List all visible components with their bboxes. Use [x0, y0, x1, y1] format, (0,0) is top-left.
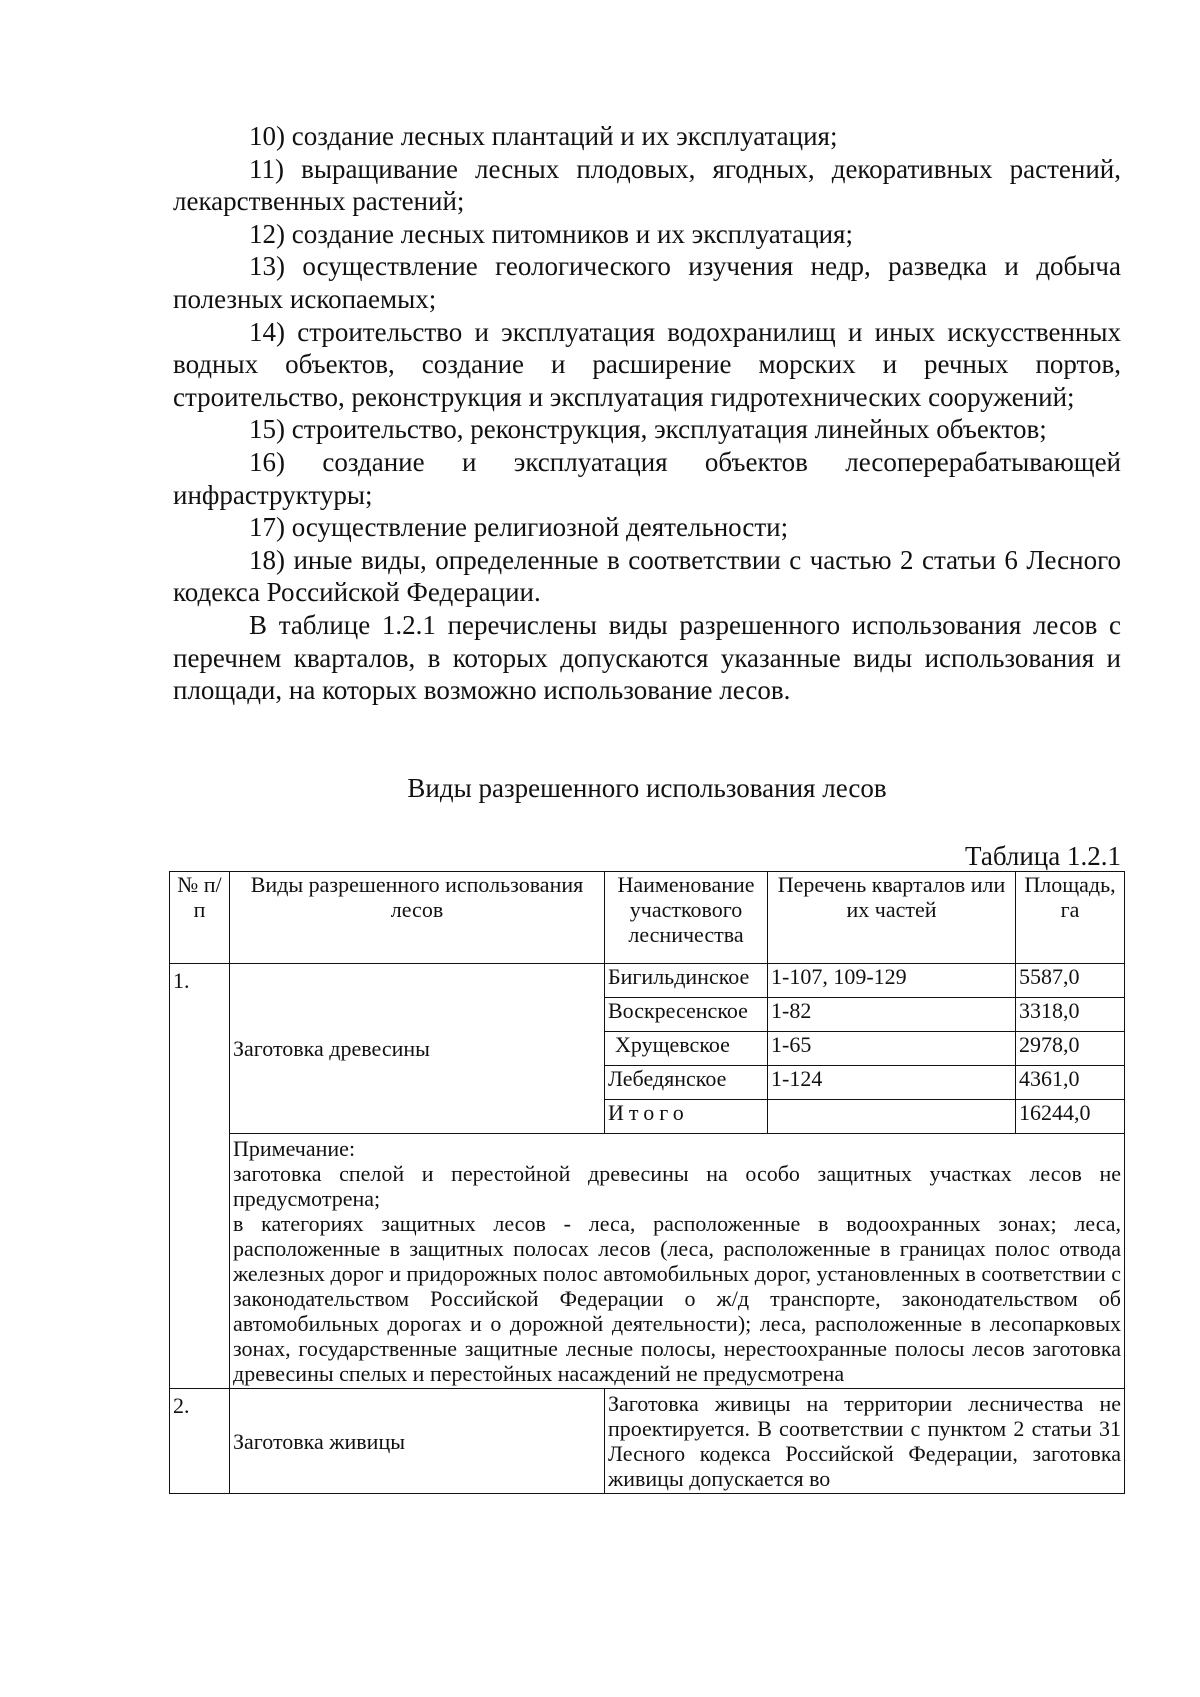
header-forestry: Наименование участкового лесничества: [605, 872, 768, 964]
table-label: Таблица 1.2.1: [965, 841, 1121, 871]
forestry-cell: Бигильдинское: [605, 964, 768, 998]
row2-description: Заготовка живицы на территории лесничества не проектируется. В соответствии с пунктом 2 статьи 31 Лесного кодекса Российской Федерации, заготовка живицы допускается во: [605, 1389, 1125, 1494]
table-row: [170, 1389, 1125, 1494]
paragraph-item-13: 13) осуществление геологического изучения недр, разведка и добыча полезных ископаемых;: [173, 251, 1121, 314]
table-title: Виды разрешенного использования лесов: [407, 773, 887, 803]
quarters-cell: 1-82: [768, 998, 1016, 1032]
header-quarters: Перечень кварталов или их частей: [768, 872, 1016, 964]
paragraph-item-17: 17) осуществление религиозной деятельности;: [249, 512, 789, 543]
total-quarters-empty: [768, 1100, 1016, 1134]
total-label: Итого: [605, 1100, 768, 1134]
forestry-cell: Хрущевское: [605, 1032, 768, 1066]
paragraph-item-15: 15) строительство, реконструкция, эксплуатация линейных объектов;: [249, 414, 1047, 445]
header-num: № п/п: [170, 872, 230, 964]
note-text-2: в категориях защитных лесов - леса, расположенные в водоохранных зонах; леса, расположенные в защитных полосах лесов (леса, расположенные в границах полос отвода железных дорог и придорожных полос автомобильных дорог, установленных в соответствии с законодательством Российской Федерации о ж/д транспорте, законодательством об автомобильных дорогах и о дорожной деятельности); леса, расположенные в лесопарковых зонах, государственные защитные лесные полосы, нерестоохранные полосы лесов заготовка древесины спелых и перестойных насаждений не предусмотрена: [233, 1211, 1121, 1386]
body-text: [173, 120, 1121, 707]
row-num: 2.: [170, 1389, 230, 1494]
area-cell: 2978,0: [1016, 1032, 1125, 1066]
header-area: Площадь, га: [1016, 872, 1125, 964]
note-cell: [230, 1134, 1125, 1389]
paragraph-item-12: 12) создание лесных питомников и их эксплуатация;: [249, 218, 853, 249]
forest-use-table: [169, 871, 1125, 1494]
paragraph-item-16: 16) создание и эксплуатация объектов лесоперерабатывающей инфраструктуры;: [173, 446, 1121, 510]
header-kind: Виды разрешенного использования лесов: [230, 872, 605, 964]
area-cell: 4361,0: [1016, 1066, 1125, 1100]
paragraph-item-11: 11) выращивание лесных плодовых, ягодных, декоративных растений, лекарственных растений;: [173, 153, 1121, 217]
area-cell: 3318,0: [1016, 998, 1125, 1032]
forestry-cell: Воскресенское: [605, 998, 768, 1032]
row-num: 1.: [170, 964, 230, 1389]
area-cell: 5587,0: [1016, 964, 1125, 998]
row-kind: Заготовка древесины: [230, 964, 605, 1134]
table-note-row: [170, 1134, 1125, 1389]
note-title: Примечание:: [233, 1136, 356, 1161]
paragraph-item-18: 18) иные виды, определенные в соответствии с частью 2 статьи 6 Лесного кодекса Российской Федерации.: [173, 544, 1121, 608]
paragraph-item-10: 10) создание лесных плантаций и их эксплуатация;: [249, 121, 838, 151]
quarters-cell: 1-124: [768, 1066, 1016, 1100]
paragraph-item-14: 14) строительство и эксплуатация водохранилищ и иных искусственных водных объектов, создание и расширение морских и речных портов, строительство, реконструкция и эксплуатация гидротехнических сооружений;: [173, 316, 1121, 412]
table-header-row: [170, 872, 1125, 964]
quarters-cell: 1-65: [768, 1032, 1016, 1066]
paragraph-table-intro: В таблице 1.2.1 перечислены виды разрешенного использования лесов с перечнем кварталов, в которых допускаются указанные виды использования и площади, на которых возможно использование лесов.: [173, 609, 1121, 706]
note-text-1: заготовка спелой и перестойной древесины на особо защитных участках лесов не предусмотрена;: [233, 1161, 1121, 1211]
total-area: 16244,0: [1016, 1100, 1125, 1134]
table-row: [170, 964, 1125, 998]
row-kind: Заготовка живицы: [230, 1389, 605, 1494]
quarters-cell: 1-107, 109-129: [768, 964, 1016, 998]
forestry-cell: Лебедянское: [605, 1066, 768, 1100]
